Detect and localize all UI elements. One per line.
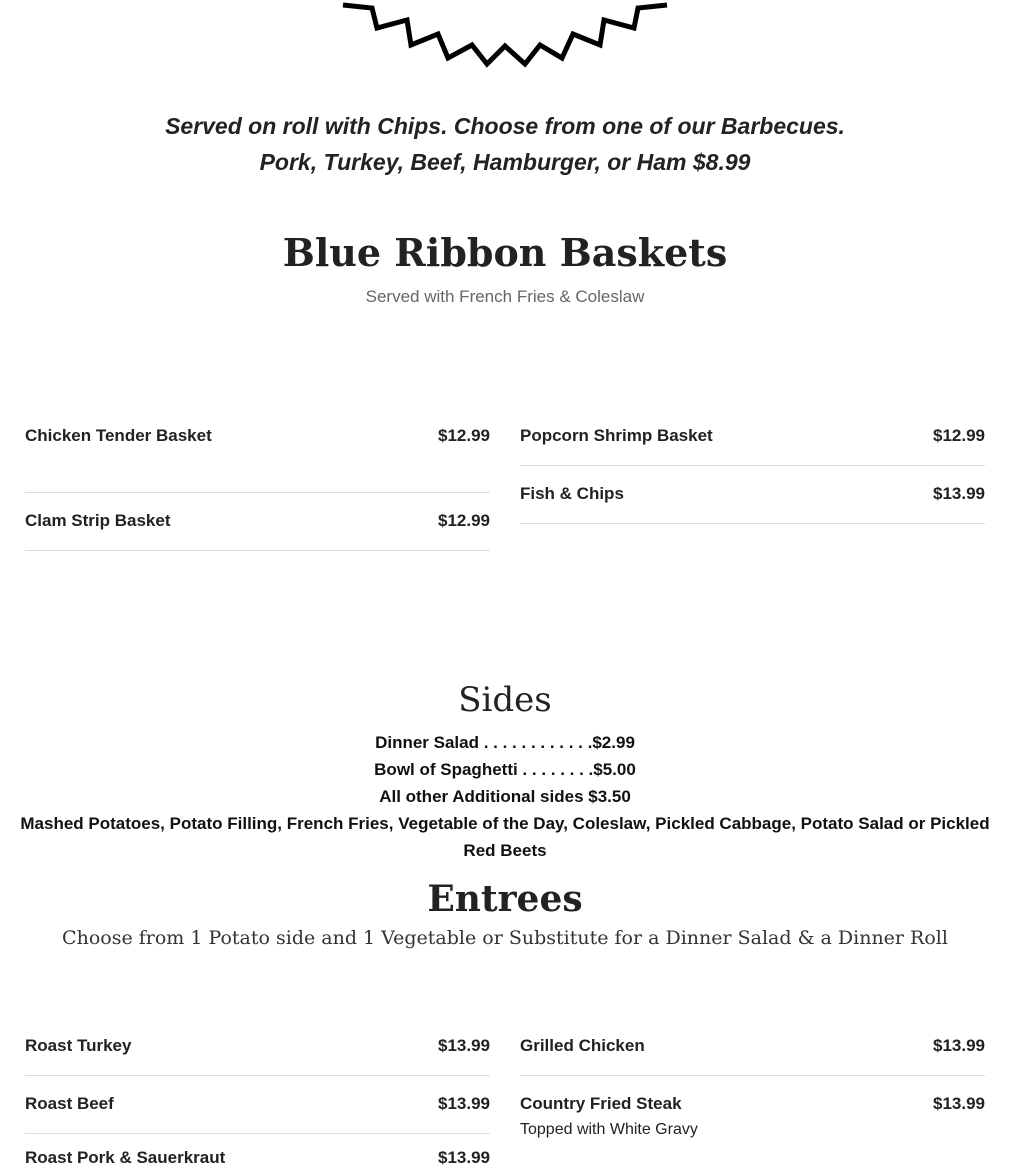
item-name: Clam Strip Basket — [25, 511, 171, 530]
item-name: Country Fried Steak — [520, 1094, 682, 1113]
divider — [520, 1075, 985, 1076]
item-price: $12.99 — [438, 426, 490, 445]
item-price: $13.99 — [933, 1094, 985, 1113]
divider — [25, 1133, 490, 1134]
item-price: $12.99 — [438, 511, 490, 530]
item-price: $13.99 — [933, 484, 985, 503]
side-dinner-salad: Dinner Salad . . . . . . . . . . . .$2.99 — [375, 733, 635, 752]
item-name: Roast Turkey — [25, 1036, 132, 1055]
item-name: Chicken Tender Basket — [25, 426, 212, 445]
item-price: $12.99 — [933, 426, 985, 445]
side-bowl-of-spaghetti: Bowl of Spaghetti . . . . . . . .$5.00 — [374, 760, 636, 779]
item-name: Roast Pork & Sauerkraut — [25, 1148, 226, 1167]
item-name: Popcorn Shrimp Basket — [520, 426, 713, 445]
item-price: $13.99 — [438, 1094, 490, 1113]
baskets-subtitle: Served with French Fries & Coleslaw — [365, 287, 645, 306]
baskets-title: Blue Ribbon Baskets — [282, 230, 728, 275]
side-options-list: Mashed Potatoes, Potato Filling, French Fries, Vegetable of the Day, Coleslaw, Pickled Cabbage, Potato Salad or Pickled — [20, 814, 990, 833]
side-options-list-cont: Red Beets — [463, 841, 547, 860]
item-price: $13.99 — [438, 1148, 490, 1167]
item-name: Fish & Chips — [520, 484, 624, 503]
side-additional-sides: All other Additional sides $3.50 — [379, 787, 631, 806]
item-price: $13.99 — [438, 1036, 490, 1055]
starburst-badge-bottom — [0, 0, 1010, 80]
divider — [25, 1075, 490, 1076]
item-name: Grilled Chicken — [520, 1036, 645, 1055]
sandwich-note-line2: Pork, Turkey, Beef, Hamburger, or Ham $8.99 — [259, 149, 751, 175]
divider — [520, 465, 985, 466]
menu-item-country-fried-steak — [520, 1094, 985, 1154]
divider — [25, 492, 490, 493]
sandwich-note-line1: Served on roll with Chips. Choose from one of our Barbecues. — [165, 113, 845, 139]
entrees-title: Entrees — [427, 878, 583, 920]
entrees-subtitle: Choose from 1 Potato side and 1 Vegetable or Substitute for a Dinner Salad & a Dinner Roll — [62, 927, 948, 949]
sandwich-note — [0, 108, 1010, 180]
divider — [520, 523, 985, 524]
divider — [25, 550, 490, 551]
item-name: Roast Beef — [25, 1094, 114, 1113]
item-description: Topped with White Gravy — [520, 1121, 698, 1138]
item-price: $13.99 — [933, 1036, 985, 1055]
sides-title: Sides — [458, 680, 552, 720]
